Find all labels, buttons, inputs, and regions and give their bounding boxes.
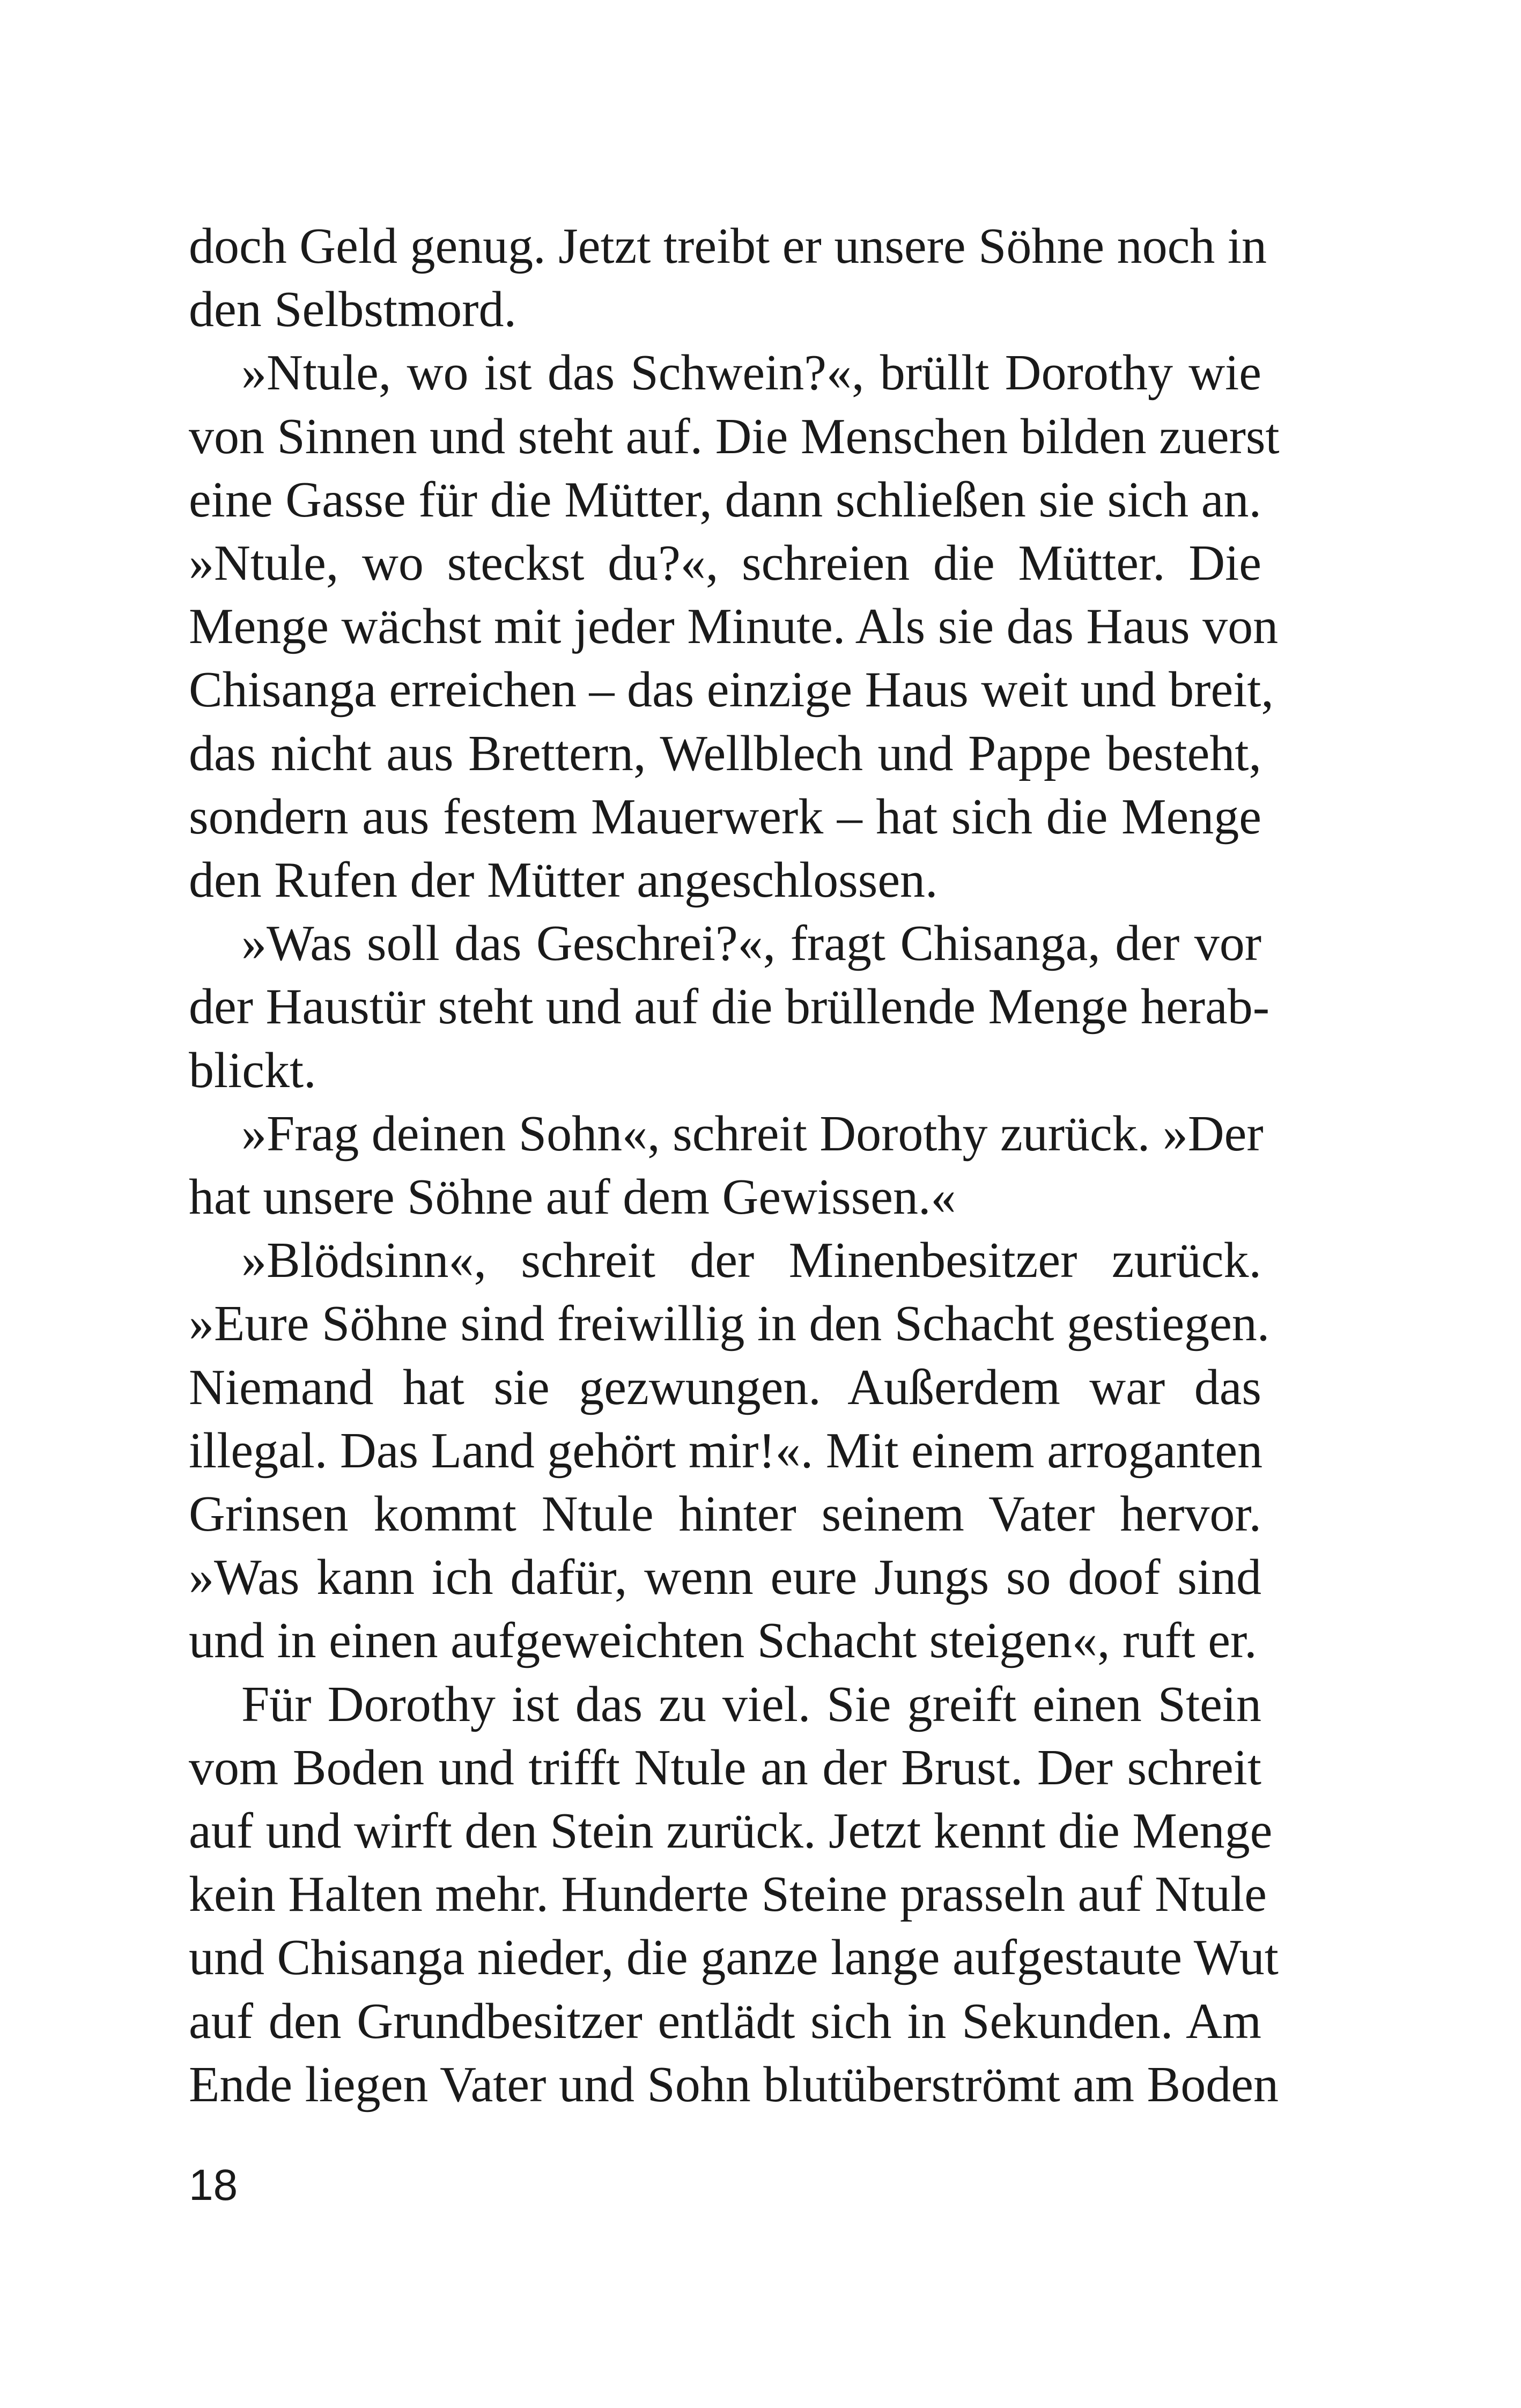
body-text	[189, 215, 1280, 2116]
text-line: »Was kann ich dafür, wenn eure Jungs so doof sind	[189, 1549, 1261, 1606]
text-line: der Haustür steht und auf die brüllende Menge herab-	[189, 979, 1270, 1035]
text-line: Ende liegen Vater und Sohn blutüberströmt am Boden	[189, 2056, 1279, 2112]
text-line: den Selbstmord.	[189, 282, 516, 338]
text-line: vom Boden und trifft Ntule an der Brust. Der schreit	[189, 1739, 1261, 1796]
text-line: illegal. Das Land gehört mir!«. Mit einem arroganten	[189, 1422, 1263, 1479]
paragraph	[189, 1673, 1279, 2116]
text-line: kein Halten mehr. Hunderte Steine prasseln auf Ntule	[189, 1866, 1267, 1923]
paragraph	[189, 1102, 1264, 1229]
text-line: »Frag deinen Sohn«, schreit Dorothy zurück. »Der	[241, 1105, 1264, 1162]
page-number: 18	[189, 2161, 238, 2210]
text-line: blickt.	[189, 1042, 316, 1098]
text-line: »Ntule, wo ist das Schwein?«, brüllt Dorothy wie	[241, 345, 1261, 401]
paragraph	[189, 215, 1267, 341]
text-line: und Chisanga nieder, die ganze lange aufgestaute Wut	[189, 1930, 1279, 1986]
text-line: Chisanga erreichen – das einzige Haus weit und breit,	[189, 662, 1274, 718]
text-line: Für Dorothy ist das zu viel. Sie greift einen Stein	[241, 1676, 1261, 1732]
text-line: eine Gasse für die Mütter, dann schließen sie sich an.	[189, 471, 1261, 528]
text-line: doch Geld genug. Jetzt treibt er unsere Söhne noch in	[189, 218, 1267, 274]
text-line: sondern aus festem Mauerwerk – hat sich die Menge	[189, 788, 1261, 845]
text-line: hat unsere Söhne auf dem Gewissen.«	[189, 1169, 956, 1225]
text-line: »Ntule, wo steckst du?«, schreien die Mütter. Die	[189, 535, 1261, 592]
paragraph	[189, 1229, 1270, 1672]
text-line: Grinsen kommt Ntule hinter seinem Vater hervor.	[189, 1486, 1261, 1542]
text-line: »Was soll das Geschrei?«, fragt Chisanga, der vor	[241, 915, 1261, 972]
text-line: von Sinnen und steht auf. Die Menschen bilden zuerst	[189, 408, 1280, 464]
text-line: das nicht aus Brettern, Wellblech und Pappe besteht,	[189, 725, 1261, 781]
text-line: auf und wirft den Stein zurück. Jetzt kennt die Menge	[189, 1803, 1273, 1859]
text-line: auf den Grundbesitzer entlädt sich in Sekunden. Am	[189, 1993, 1261, 2049]
text-line: Niemand hat sie gezwungen. Außerdem war das	[189, 1359, 1261, 1415]
text-line: »Blödsinn«, schreit der Minenbesitzer zurück.	[241, 1232, 1261, 1289]
text-line: Menge wächst mit jeder Minute. Als sie das Haus von	[189, 599, 1279, 655]
paragraph	[189, 912, 1270, 1102]
text-line: und in einen aufgeweichten Schacht steigen«, ruft er.	[189, 1613, 1257, 1669]
paragraph	[189, 341, 1280, 912]
text-line: den Rufen der Mütter angeschlossen.	[189, 852, 938, 908]
text-line: »Eure Söhne sind freiwillig in den Schacht gestiegen.	[189, 1296, 1270, 1352]
